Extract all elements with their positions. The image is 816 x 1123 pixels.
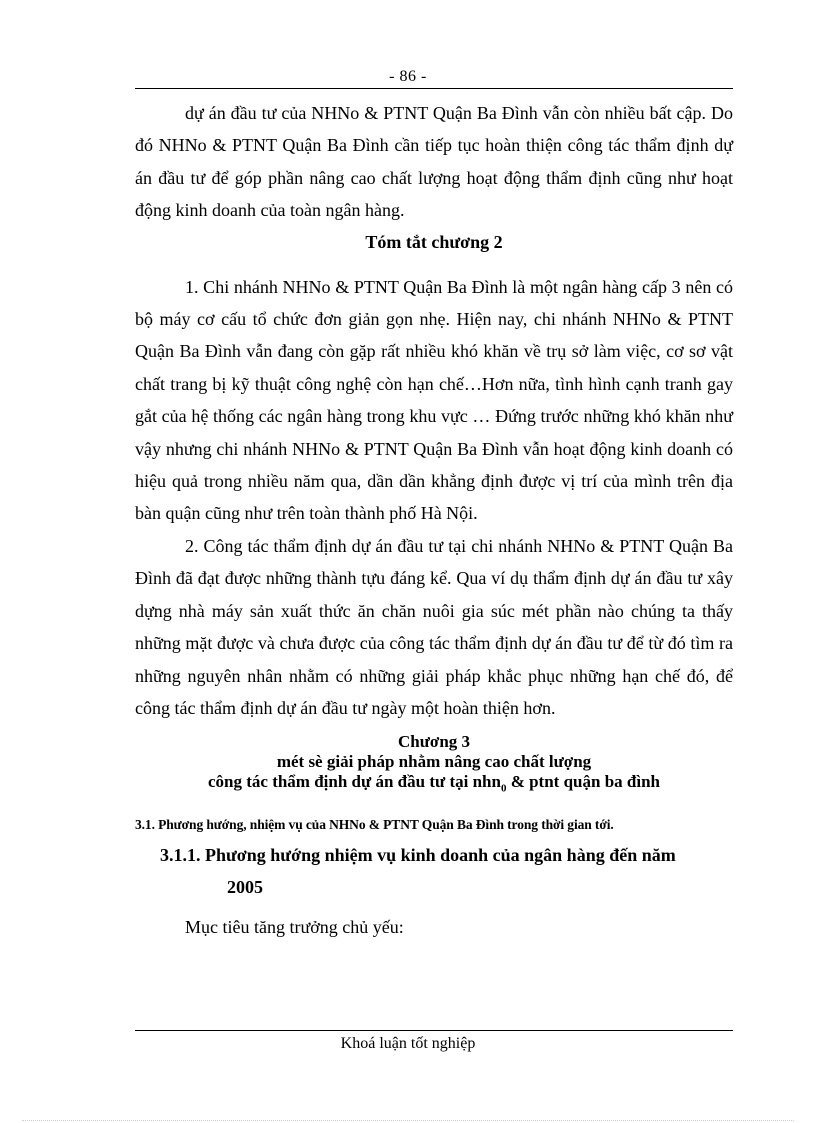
page-body	[135, 97, 733, 943]
section-3-1-1-line-2: 2005	[227, 876, 263, 897]
chapter-title-line-2	[135, 772, 733, 798]
intro-paragraph: dự án đầu tư của NHNo & PTNT Quận Ba Đình vẫn còn nhiều bất cập. Do đó NHNo & PTNT Quận Ba Đình cần tiếp tục hoàn thiện công tác thẩm định dự án đầu tư để góp phần nâng cao chất lượng hoạt động thẩm định cũng như hoạt động kinh doanh của toàn ngân hàng.	[135, 103, 733, 221]
summary-heading: Tóm tắt chương 2	[365, 231, 503, 252]
footer-text: Khoá luận tốt nghiệp	[340, 1035, 476, 1052]
chapter-title-line-2-suffix: & ptnt quận ba đình	[506, 772, 660, 792]
section-3-1-1-line-1: 3.1.1. Phương hướng nhiệm vụ kinh doanh của ngân hàng đến năm	[160, 844, 676, 865]
chapter-label: Chương 3	[397, 732, 471, 752]
page-edge-dotted-line	[22, 1120, 794, 1121]
chapter-title-subscript: 0	[500, 782, 507, 795]
chapter-title-line-1: mét sè giải pháp nhằm nâng cao chất lượng	[276, 752, 592, 772]
summary-item-1: 1. Chi nhánh NHNo & PTNT Quận Ba Đình là một ngân hàng cấp 3 nên có bộ máy cơ cấu tổ chức đơn giản gọn nhẹ. Hiện nay, chi nhánh NHNo & PTNT Quận Ba Đình vẫn đang còn gặp rất nhiều khó khăn về trụ sở làm việc, cơ sơ vật chất trang bị kỹ thuật công nghệ còn hạn chế…Hơn nữa, tình hình cạnh tranh gay gắt của hệ thống các ngân hàng trong khu vực … Đứng trước những khó khăn như vậy nhưng chi nhánh NHNo & PTNT Quận Ba Đình vẫn hoạt động kinh doanh có hiệu quả trong nhiều năm qua, dần dần khẳng định được vị trí của mình trên địa bàn quận cũng như trên toàn thành phố Hà Nội.	[135, 276, 733, 524]
page-number: - 86 -	[389, 68, 427, 85]
summary-item-2: 2. Công tác thẩm định dự án đầu tư tại chi nhánh NHNo & PTNT Quận Ba Đình đã đạt được những thành tựu đáng kể. Qua ví dụ thẩm định dự án đầu tư xây dựng nhà máy sản xuất thức ăn chăn nuôi gia súc mét phần nào chúng ta thấy những mặt được và chưa được của công tác thẩm định dự án đầu tư để từ đó tìm ra những nguyên nhân nhằm có những giải pháp khắc phục những hạn chế đó, để công tác thẩm định dự án đầu tư ngày một hoàn thiện hơn.	[135, 535, 733, 718]
header-rule	[135, 88, 733, 89]
chapter-heading	[135, 732, 733, 798]
footer-rule	[135, 1030, 733, 1031]
chapter-title-line-2-prefix: công tác thẩm định dự án đầu tư tại nhn	[207, 772, 501, 792]
section-3-1-1-heading	[160, 839, 733, 903]
section-3-1-heading: 3.1. Phương hướng, nhiệm vụ của NHNo & PTNT Quận Ba Đình trong thời gian tới.	[135, 816, 614, 832]
growth-target-label: Mục tiêu tăng trưởng chủ yếu:	[185, 916, 404, 937]
